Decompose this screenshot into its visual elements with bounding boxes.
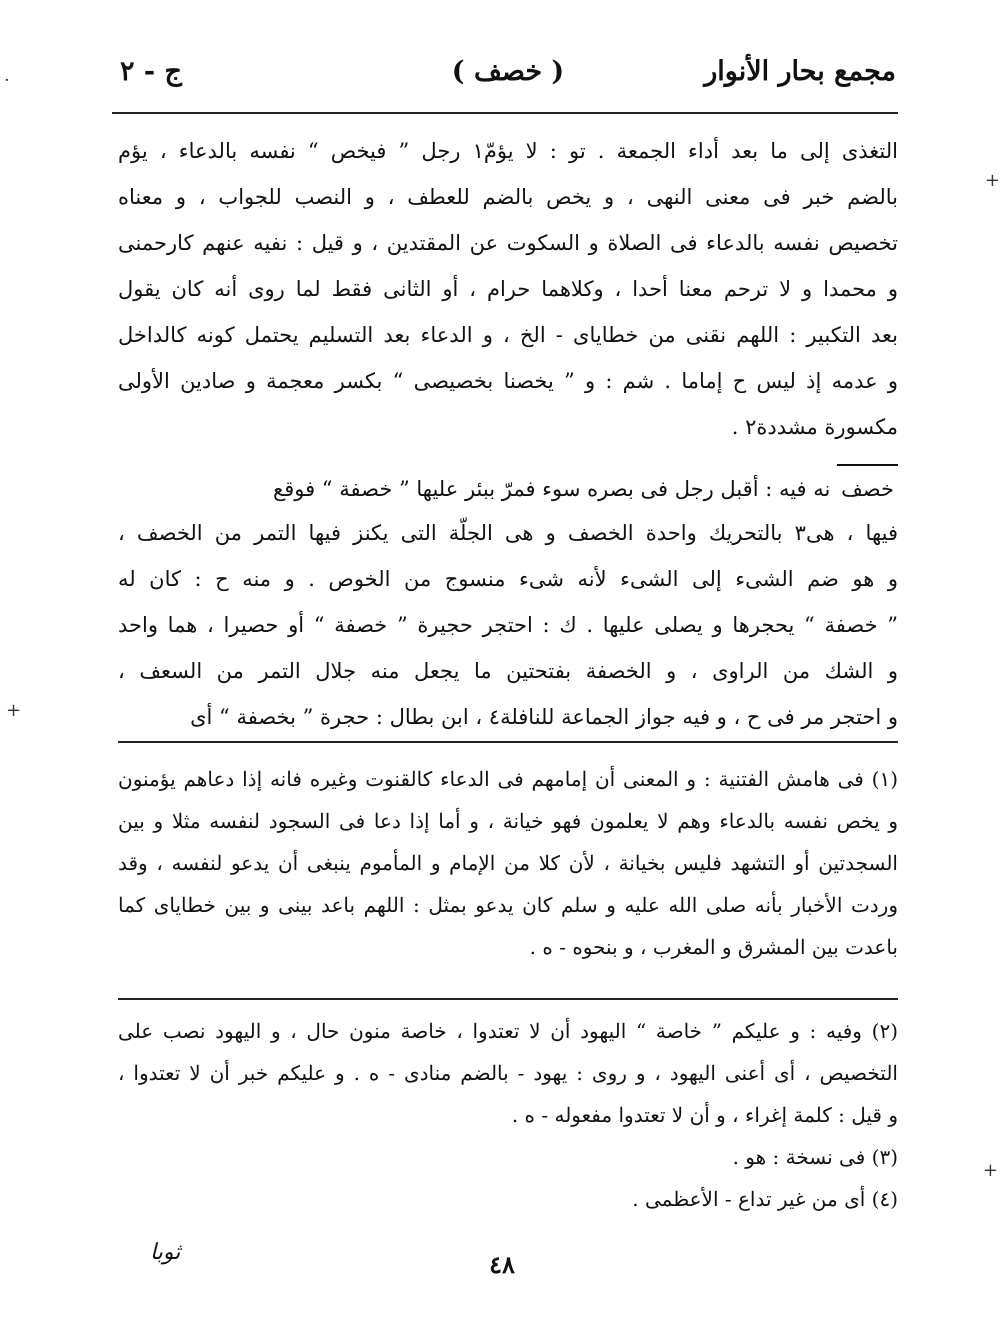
entry-line: ” خصفة “ يحجرها و يصلى عليها . ك : احتجر حجيرة ” خصفة “ أو حصيرا ، هما واحد xyxy=(118,613,898,637)
footnote-2 xyxy=(118,1010,898,1136)
text-line: بالضم خبر فى معنى النهى ، و يخص بالضم للعطف ، و النصب للجواب ، و معناه xyxy=(118,185,898,209)
footnote-1 xyxy=(118,758,898,968)
text-line: مكسورة مشددة٢ . xyxy=(731,415,898,439)
text-line: التخصيص ، أى أعنى اليهود ، و روى : يهود - بالضم منادى - ه . و عليكم خبر أن لا تعتدوا ، xyxy=(118,1061,898,1085)
margin-mark: + xyxy=(6,700,22,721)
running-header xyxy=(120,56,896,100)
volume-label: ج - ٢ xyxy=(120,56,182,87)
text-line: و قيل : كلمة إغراء ، و أن لا تعتدوا مفعوله - ه . xyxy=(511,1103,898,1127)
footnote-4-text: (٤) أى من غير تداع - الأعظمى . xyxy=(632,1187,898,1211)
entry-root-title: ( خصف ) xyxy=(451,56,565,87)
text-line: السجدتين أو التشهد فليس بخيانة ، لأن كلا من الإمام و المأموم ينبغى أن يدعو لنفسه ، وقد xyxy=(118,851,898,875)
margin-mark: + xyxy=(982,1160,998,1181)
entry-headword: خصف xyxy=(837,464,898,510)
text-line: و عدمه إذ ليس ح إماما . شم : و ” يخصنا بخصيصى “ بكسر معجمة و صادين الأولى xyxy=(118,369,898,393)
text-line: التغذى إلى ما بعد أداء الجمعة . تو : لا يؤمّ١ رجل ” فيخص “ نفسه بالدعاء ، يؤم xyxy=(118,139,898,163)
text-line: (١) فى هامش الفتنية : و المعنى أن إمامهم فى الدعاء كالقنوت وغيره فانه إذا دعاهم يؤمنون xyxy=(118,767,898,791)
signature-mark: ثوبا xyxy=(150,1240,181,1265)
book-title: مجمع بحار الأنوار xyxy=(704,56,896,87)
text-line: وردت الأخبار بأنه صلى الله عليه و سلم كان يدعو بمثل : اللهم باعد بينى و بين خطاياى كما xyxy=(118,893,898,917)
body-text xyxy=(118,128,898,450)
entry-line: و الشك من الراوى ، و الخصفة بفتحتين ما يجعل منه جلال التمر من السعف ، xyxy=(118,659,898,683)
page-number: ٤٨ xyxy=(489,1250,515,1279)
margin-mark: · xyxy=(4,70,10,91)
text-line: تخصيص نفسه بالدعاء فى الصلاة و السكوت عن المقتدين ، و قيل : نفيه عنهم كارحمنى xyxy=(118,231,898,255)
footnote-3-text: (٣) فى نسخة : هو . xyxy=(732,1145,898,1169)
footnote-separator xyxy=(118,998,898,1000)
footnote-rule xyxy=(118,741,898,743)
text-line: و محمدا و لا ترحم معنا أحدا ، وكلاهما حرام ، أو الثانى فقط لما روى أنه كان يقول xyxy=(118,277,898,301)
margin-mark: + xyxy=(984,170,1000,191)
text-line: بعد التكبير : اللهم نقنى من خطاياى - الخ ، و الدعاء بعد التسليم يحتمل كونه كالداخل xyxy=(118,323,898,347)
footnote-4 xyxy=(118,1178,898,1220)
entry-line: فيها ، هى٣ بالتحريك واحدة الخصف و هى الجلّة التى يكنز فيها التمر من الخصف ، xyxy=(118,521,898,545)
text-line: و يخص نفسه بالدعاء وهم لا يعلمون فهو خيانة ، و أما إذا دعا فى السجود لنفسه مثلا و بين xyxy=(118,809,898,833)
entry-line xyxy=(118,464,898,510)
entry-line: و احتجر مر فى ح ، و فيه جواز الجماعة للنافلة٤ ، ابن بطال : حجرة ” بخصفة “ أى xyxy=(190,705,898,729)
header-rule xyxy=(112,112,898,114)
entry-line: و هو ضم الشىء إلى الشىء لأنه شىء منسوج من الخوص . و منه ح : كان له xyxy=(118,567,898,591)
footnote-3 xyxy=(118,1136,898,1178)
text-line: (٢) وفيه : و عليكم ” خاصة “ اليهود أن لا تعتدوا ، خاصة منون حال ، و اليهود نصب على xyxy=(118,1019,898,1043)
entry-khasf xyxy=(118,464,898,740)
entry-first-line-text: نه فيه : أقبل رجل فى بصره سوء فمرّ ببئر عليها ” خصفة “ فوقع xyxy=(273,477,831,501)
text-line: باعدت بين المشرق و المغرب ، و بنحوه - ه . xyxy=(529,935,898,959)
